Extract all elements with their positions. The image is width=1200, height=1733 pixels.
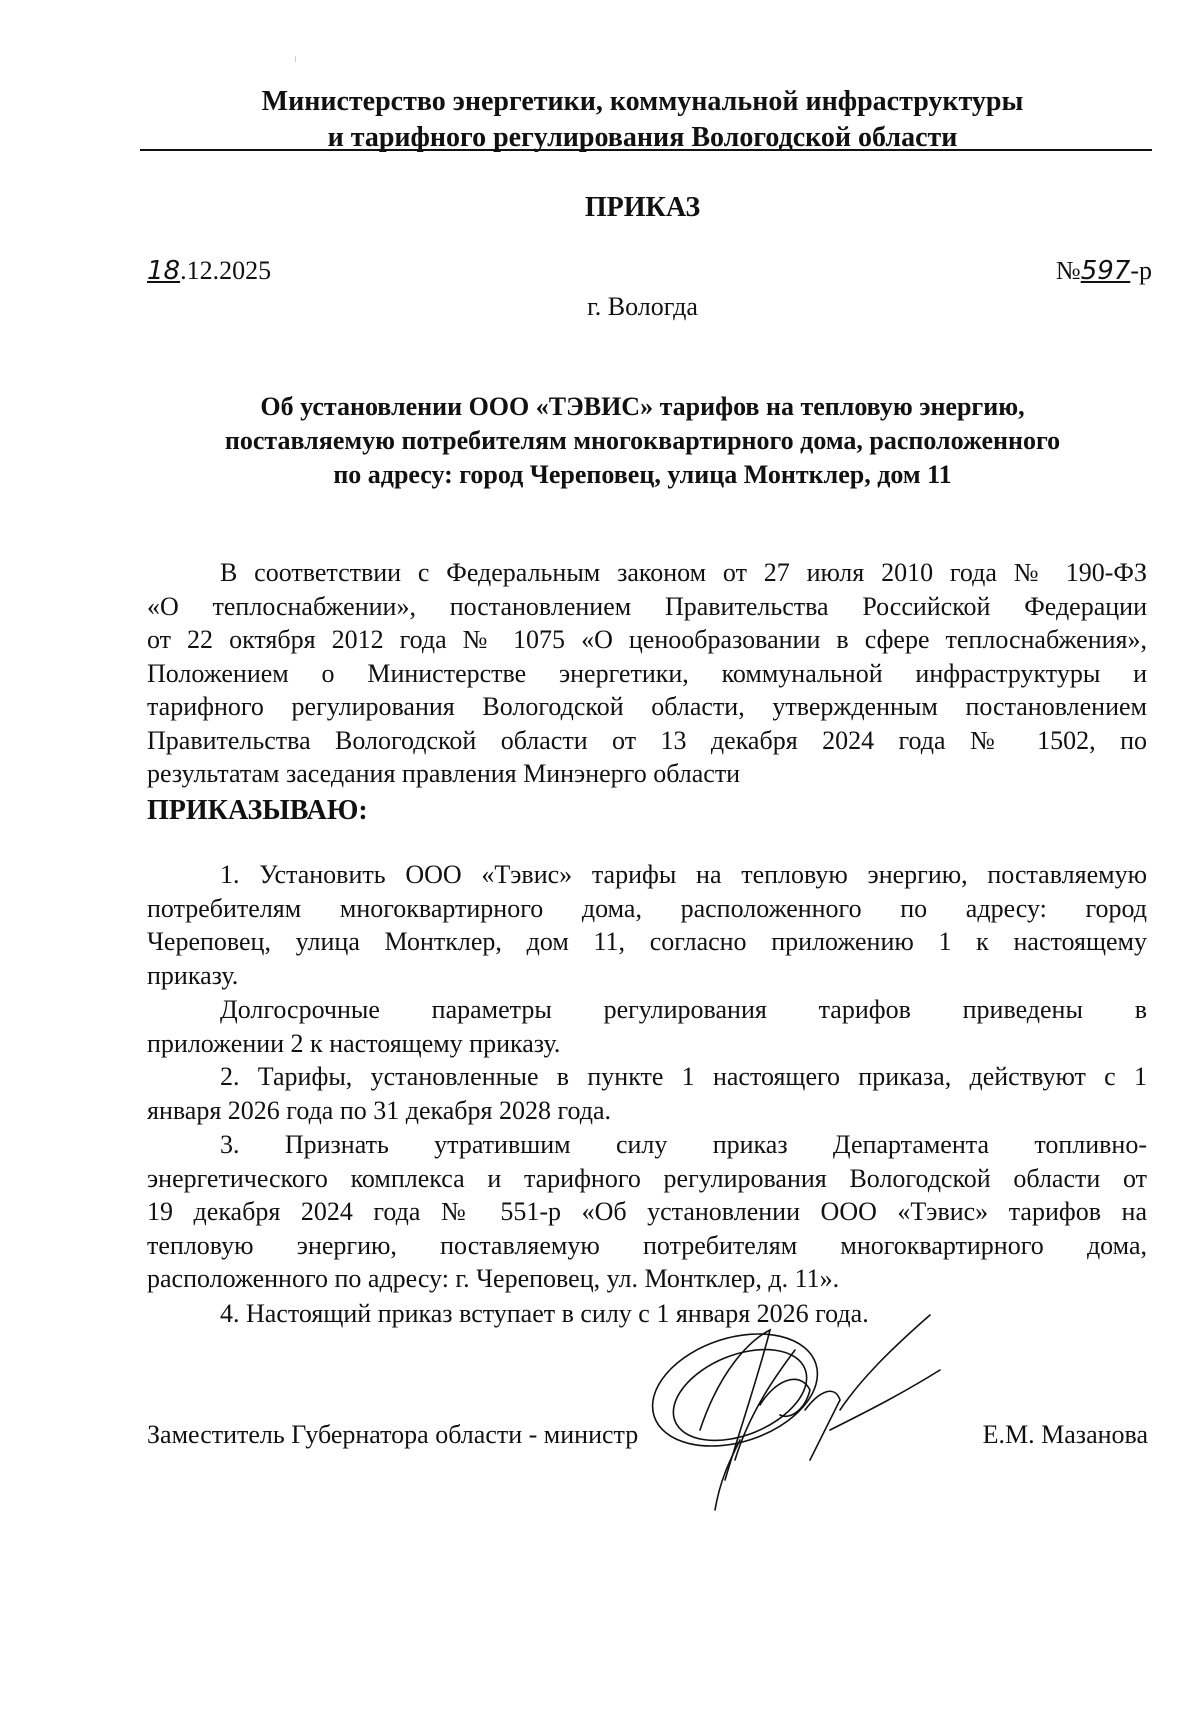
preamble-paragraph (147, 556, 1147, 791)
item-2-line: января 2026 года по 31 декабря 2028 года. (147, 1095, 612, 1125)
issuer-line-2: и тарифного регулирования Вологодской области (327, 122, 958, 153)
item-1-line: приказу. (147, 960, 239, 990)
item-1 (147, 858, 1147, 992)
item-1b-line: приложении 2 к настоящему приказу. (147, 1028, 561, 1058)
scan-mark (295, 56, 296, 62)
number-handwritten: 597 (1080, 256, 1131, 286)
subject-line-2: поставляемую потребителям многоквартирного дома, расположенного (224, 426, 1061, 455)
item-3-line: 3. Признать утратившим силу приказ Департамента топливно- (220, 1130, 1147, 1159)
item-3-line: расположенного по адресу: г. Череповец, ул. Монтклер, д. 11». (147, 1264, 840, 1293)
item-3 (147, 1128, 1147, 1296)
preamble-line: «О теплоснабжении», постановлением Правительства Российской Федерации (147, 591, 1147, 621)
document-number (1056, 254, 1152, 288)
document-date (147, 254, 271, 288)
date-rest: .12.2025 (180, 256, 272, 285)
subject-line-3: по адресу: город Череповец, улица Монтклер, дом 11 (333, 460, 952, 489)
number-prefix: № (1055, 256, 1081, 285)
item-4-line: 4. Настоящий приказ вступает в силу с 1 января 2026 года. (220, 1299, 869, 1328)
item-2-line: 2. Тарифы, установленные в пункте 1 настоящего приказа, действуют с 1 (220, 1062, 1147, 1091)
number-suffix: -р (1130, 256, 1152, 285)
item-2 (147, 1060, 1147, 1127)
document-subject (140, 390, 1145, 492)
item-1-continuation (147, 993, 1147, 1060)
document-city: г. Вологда (587, 292, 698, 321)
item-1-line: 1. Установить ООО «Тэвис» тарифы на тепловую энергию, поставляемую (220, 860, 1147, 889)
item-3-line: тепловую энергию, поставляемую потребителям многоквартирного дома, (147, 1230, 1147, 1260)
document-type: ПРИКАЗ (584, 192, 701, 223)
item-1b-line: Долгосрочные параметры регулирования тарифов приведены в (220, 995, 1147, 1024)
preamble-line: В соответствии с Федеральным законом от 27 июля 2010 года № 190-ФЗ (220, 558, 1147, 587)
item-1-line: потребителям многоквартирного дома, расположенного по адресу: город (147, 893, 1147, 923)
preamble-line: Положением о Министерстве энергетики, коммунальной инфраструктуры и (147, 658, 1147, 688)
header-divider (140, 149, 1152, 151)
preamble-line: тарифного регулирования Вологодской области, утвержденным постановлением (147, 692, 1147, 721)
handwritten-signature (640, 1310, 960, 1520)
preamble-line: от 22 октября 2012 года № 1075 «О ценообразовании в сфере теплоснабжения», (147, 625, 1147, 654)
signatory-name: Е.М. Мазанова (982, 1420, 1148, 1449)
issuer-header (140, 84, 1145, 156)
issuer-line-1: Министерство энергетики, коммунальной инфраструктуры (261, 86, 1024, 117)
signatory-role: Заместитель Губернатора области - министр (147, 1420, 639, 1449)
item-1-line: Череповец, улица Монтклер, дом 11, согласно приложению 1 к настоящему (147, 927, 1147, 956)
preamble-line: Правительства Вологодской области от 13 декабря 2024 года № 1502, по (147, 725, 1147, 755)
order-word: ПРИКАЗЫВАЮ: (147, 795, 368, 826)
item-3-line: 19 декабря 2024 года № 551-р «Об установлении ООО «Тэвис» тарифов на (147, 1197, 1147, 1226)
date-day-handwritten: 18 (147, 256, 181, 286)
item-3-line: энергетического комплекса и тарифного регулирования Вологодской области от (147, 1163, 1147, 1193)
preamble-line: результатам заседания правления Минэнерго области (147, 759, 741, 788)
subject-line-1: Об установлении ООО «ТЭВИС» тарифов на тепловую энергию, (260, 392, 1025, 421)
